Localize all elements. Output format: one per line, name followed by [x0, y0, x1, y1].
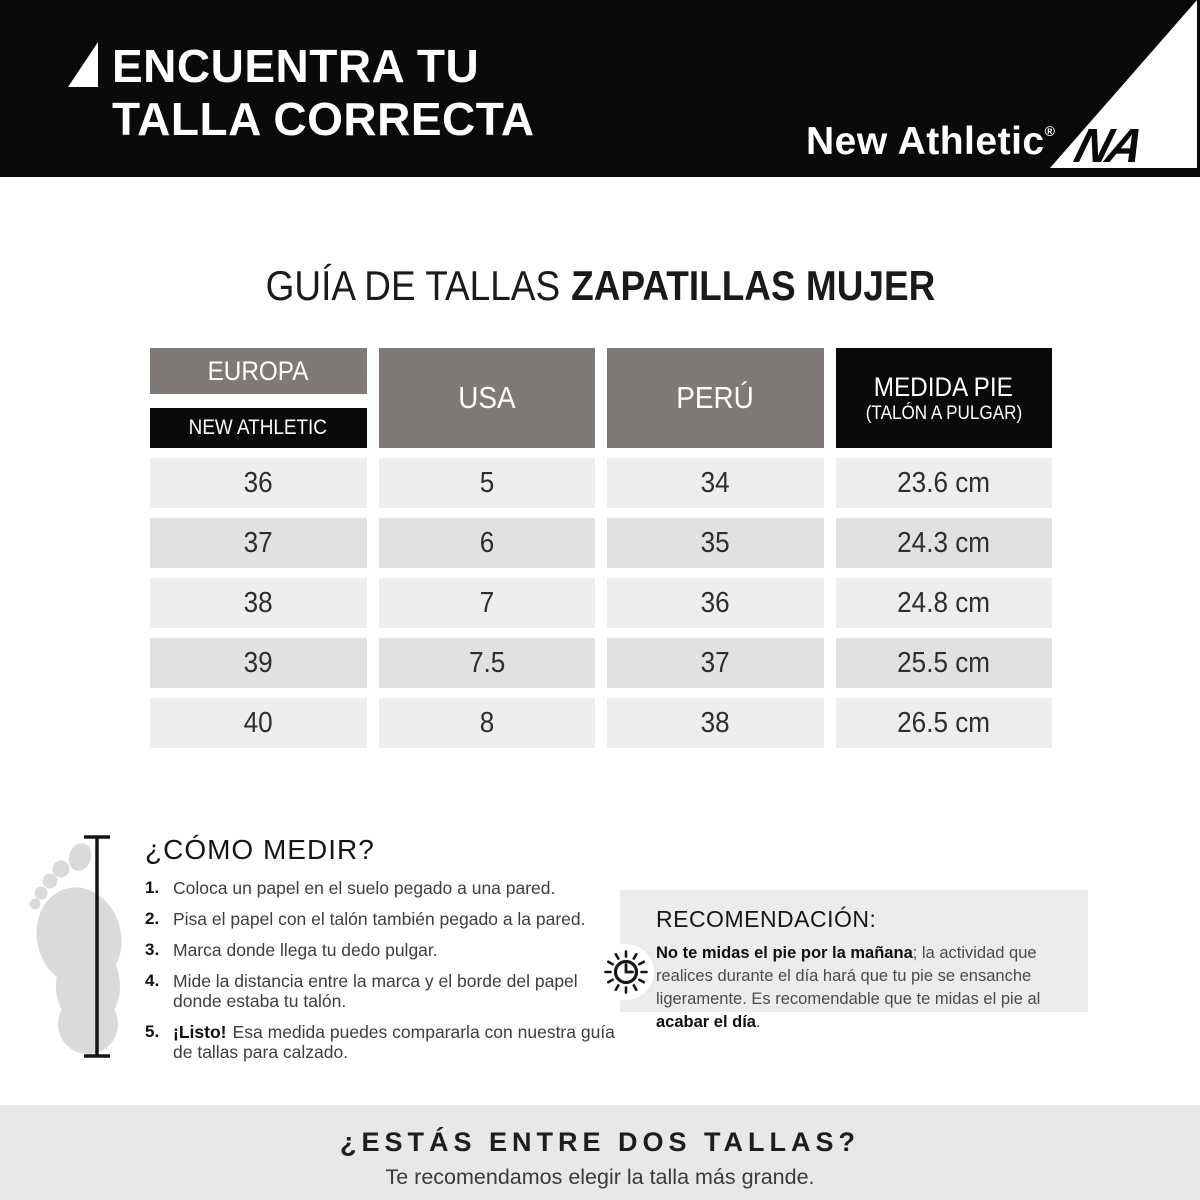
recommendation-heading: RECOMENDACIÓN:	[656, 906, 877, 932]
header-new-athletic-label: NEW ATHLETIC	[189, 416, 328, 439]
table-cell: 35	[607, 518, 824, 568]
table-cell: 7.5	[379, 638, 596, 688]
registered-mark: ®	[1044, 123, 1056, 139]
table-cell: 7	[379, 578, 596, 628]
banner-title-line2: TALLA CORRECTA	[112, 93, 535, 145]
step-text: Mide la distancia entre la marca y el borde del papel donde estaba tu talón.	[173, 971, 578, 1011]
page-title	[0, 262, 1200, 310]
foot-illustration	[22, 823, 148, 1068]
table-cell: 25.5 cm	[836, 638, 1053, 688]
table-cell: 38	[607, 698, 824, 748]
step-number: 5.	[145, 1022, 160, 1041]
header-medida-line2: (TALÓN A PULGAR)	[865, 402, 1022, 424]
table-cell: 8	[379, 698, 596, 748]
table-cell: 36	[607, 578, 824, 628]
step-text: ¡Listo! Esa medida puedes compararla con nuestra guía de tallas para calzado.	[173, 1022, 615, 1062]
recommendation-bold2: acabar el día	[656, 1013, 756, 1031]
step-text: Marca donde llega tu dedo pulgar.	[173, 940, 438, 960]
step-item	[145, 909, 617, 929]
recommendation-bold1: No te midas el pie por la mañana	[656, 944, 913, 962]
table-cell: 6	[379, 518, 596, 568]
header-europa-label: EUROPA	[207, 355, 309, 386]
brand-name: New Athletic®	[806, 120, 1056, 163]
na-monogram: NA	[1068, 119, 1148, 173]
howto-heading: ¿CÓMO MEDIR?	[145, 834, 375, 865]
table-cell: 38	[150, 578, 367, 628]
column-header-medida-pie	[836, 348, 1053, 448]
table-cell: 5	[379, 458, 596, 508]
header-medida-line1: MEDIDA PIE	[874, 371, 1014, 402]
page-title-regular: GUÍA DE TALLAS	[265, 262, 560, 309]
step-number: 2.	[145, 909, 160, 928]
recommendation-box	[620, 890, 1088, 1031]
table-cell: 40	[150, 698, 367, 748]
table-cell: 37	[150, 518, 367, 568]
footer-band	[0, 1105, 1200, 1200]
step-number: 3.	[145, 940, 160, 959]
banner-title	[112, 40, 535, 146]
top-banner	[0, 0, 1200, 177]
table-cell: 24.8 cm	[836, 578, 1053, 628]
step-text: Coloca un papel en el suelo pegado a una pared.	[173, 878, 556, 898]
step-item	[145, 971, 617, 1011]
step-text: Pisa el papel con el talón también pegado a la pared.	[173, 909, 586, 929]
step-item	[145, 1022, 617, 1062]
na-logo-icon	[1040, 0, 1200, 177]
step-item	[145, 940, 617, 960]
footer-answer: Te recomendamos elegir la talla más grande.	[385, 1165, 815, 1189]
table-cell: 34	[607, 458, 824, 508]
table-cell: 26.5 cm	[836, 698, 1053, 748]
size-table	[150, 348, 1052, 748]
table-cell: 36	[150, 458, 367, 508]
sun-clock-icon	[598, 944, 654, 1000]
page-title-bold: ZAPATILLAS MUJER	[570, 262, 935, 309]
howto-steps	[145, 878, 617, 1062]
column-header-europa	[150, 348, 367, 448]
column-header-peru: PERÚ	[607, 348, 824, 448]
step-number: 4.	[145, 971, 160, 990]
recommendation-body: No te midas el pie por la mañana; la actividad que realices durante el día hará que tu pie se ensanche ligeramente. Es recomendable que te midas el pie al acabar el día.	[656, 944, 1041, 1031]
wedge-icon	[68, 42, 98, 87]
table-cell: 39	[150, 638, 367, 688]
banner-title-line1: ENCUENTRA TU	[112, 40, 480, 92]
table-cell: 23.6 cm	[836, 458, 1053, 508]
table-cell: 24.3 cm	[836, 518, 1053, 568]
table-cell: 37	[607, 638, 824, 688]
footer-question: ¿ESTÁS ENTRE DOS TALLAS?	[339, 1127, 860, 1157]
column-header-usa: USA	[379, 348, 596, 448]
step-item	[145, 878, 617, 898]
step-number: 1.	[145, 878, 160, 897]
